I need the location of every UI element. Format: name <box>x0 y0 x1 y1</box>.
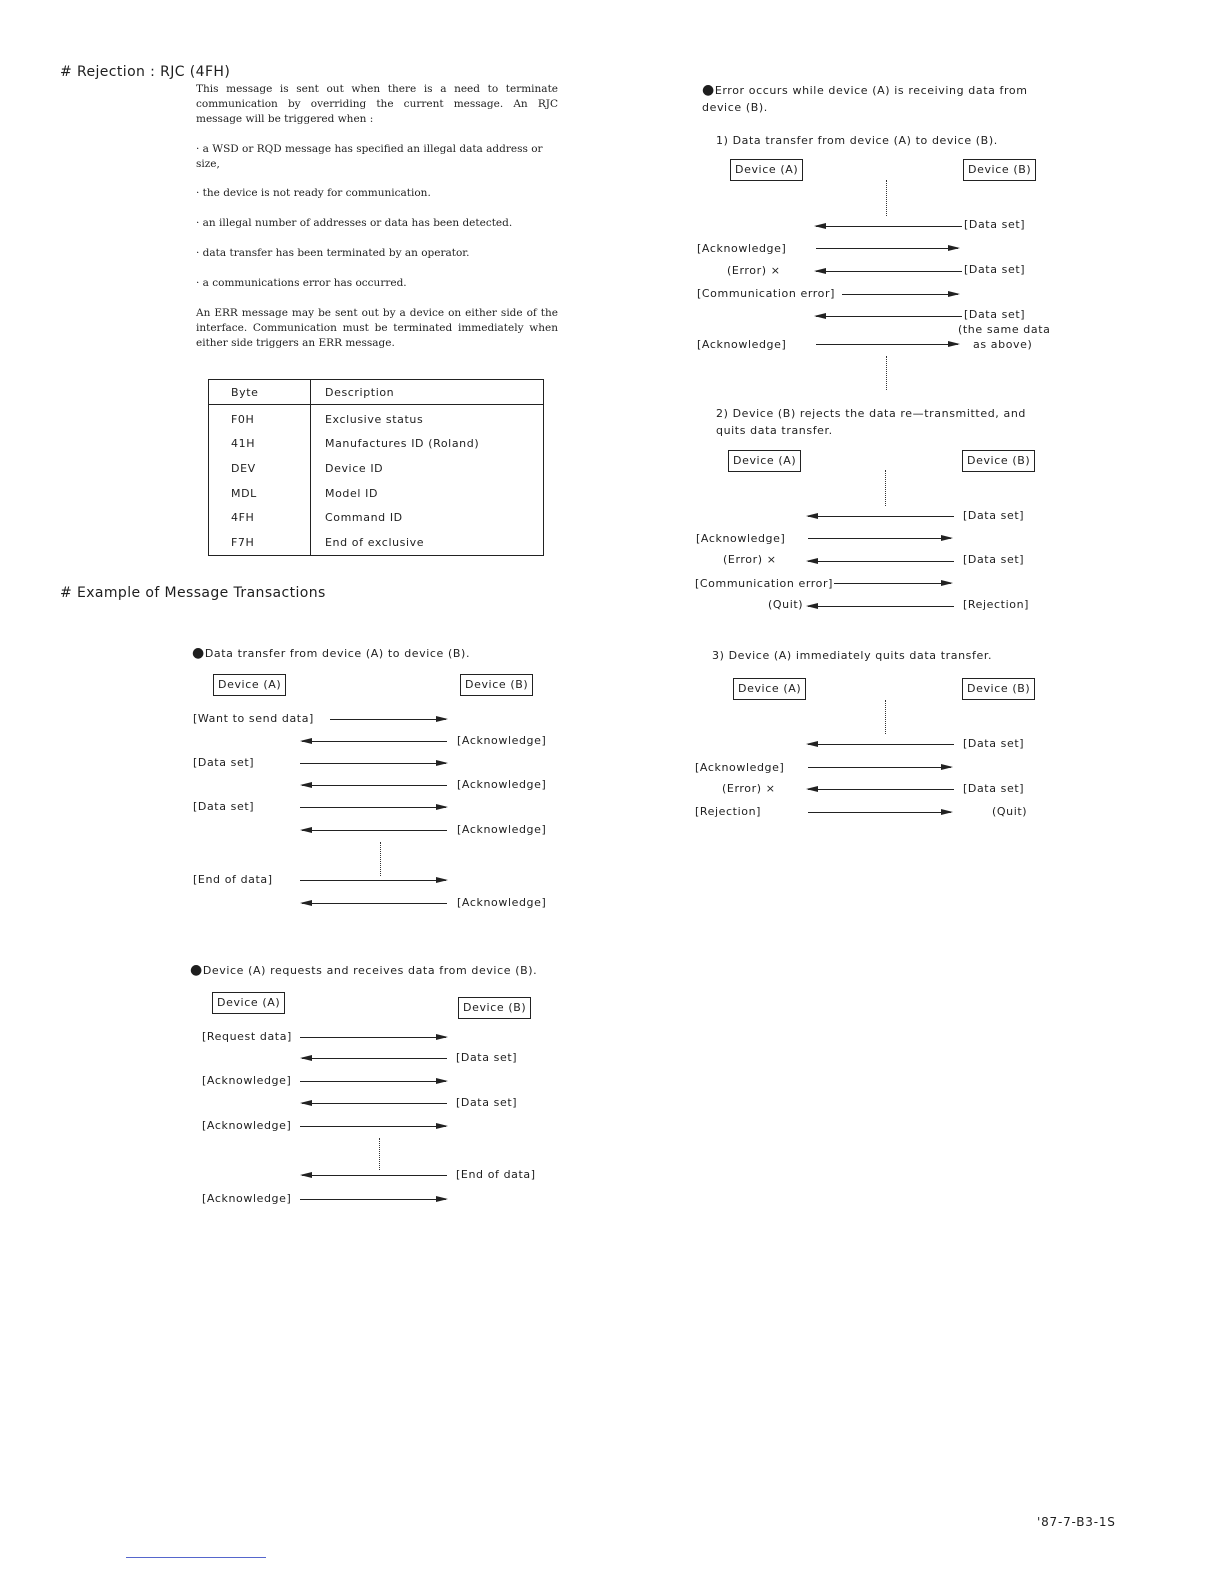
device-b-box: Device (B) <box>962 678 1035 700</box>
comm-error-label: [Communication error] <box>695 577 834 590</box>
arrow-left <box>816 271 962 272</box>
arrow-right <box>808 538 951 539</box>
footer-rule <box>126 1557 266 1558</box>
quit-label: (Quit) <box>992 805 1028 818</box>
table-cell-description: Device ID <box>325 461 384 475</box>
arrow-right <box>300 807 446 808</box>
bullet-icon: ● <box>192 645 205 661</box>
table-cell-description: End of exclusive <box>325 535 425 549</box>
arrow-left <box>302 903 447 904</box>
ack-label: [Acknowledge] <box>457 734 547 747</box>
data-set-label: [Data set] <box>963 509 1025 522</box>
device-a-box: Device (A) <box>213 674 286 696</box>
same-data-note: (the same data <box>958 323 1051 336</box>
table-header-row <box>209 380 544 405</box>
arrow-left <box>302 1058 447 1059</box>
error-section-title-text: Error occurs while device (A) is receiving data from device (B). <box>702 84 1028 114</box>
table-cell-byte: DEV <box>209 456 311 481</box>
arrow-right <box>808 812 951 813</box>
bullet-icon: ● <box>702 82 715 98</box>
rejection-bullet-2: · the device is not ready for communication. <box>196 187 431 199</box>
table-cell-description: Manufactures ID (Roland) <box>325 437 480 451</box>
data-set-label: [Data set] <box>193 800 255 813</box>
ack-label: [Acknowledge] <box>457 823 547 836</box>
arrow-left <box>808 744 954 745</box>
error-label: (Error) × <box>723 553 777 566</box>
rejection-bullet-1: · a WSD or RQD message has specified an illegal data address or size, <box>196 143 543 170</box>
device-a-box: Device (A) <box>733 678 806 700</box>
rejection-bullet-4: · data transfer has been terminated by an operator. <box>196 247 470 259</box>
data-set-label: [Data set] <box>963 782 1025 795</box>
arrow-left <box>808 516 954 517</box>
case3-title: 3) Device (A) immediately quits data transfer. <box>712 649 993 662</box>
device-b-box: Device (B) <box>460 674 533 696</box>
table-cell-description: Exclusive status <box>325 412 424 426</box>
examples-heading: # Example of Message Transactions <box>60 585 326 601</box>
request-title <box>190 962 537 978</box>
continuation-dots <box>886 180 887 216</box>
arrow-right <box>808 767 951 768</box>
quit-label: (Quit) <box>768 598 804 611</box>
table-row <box>209 530 544 555</box>
rejection-bullet-5: · a communications error has occurred. <box>196 277 407 289</box>
end-label: [End of data] <box>193 873 273 886</box>
arrow-right <box>300 1126 446 1127</box>
table-cell-byte: MDL <box>209 481 311 506</box>
bullet-icon: ● <box>190 962 203 978</box>
table-cell-byte: F0H <box>209 405 311 432</box>
ack-label: [Acknowledge] <box>202 1074 292 1087</box>
table-row <box>209 405 544 432</box>
table-row <box>209 432 544 457</box>
arrow-left <box>302 830 447 831</box>
data-set-label: [Data set] <box>193 756 255 769</box>
end-label: [End of data] <box>456 1168 536 1181</box>
ack-label: [Acknowledge] <box>697 338 787 351</box>
arrow-left <box>302 1175 447 1176</box>
arrow-left <box>808 606 954 607</box>
continuation-dots <box>886 356 887 390</box>
arrow-right <box>816 344 958 345</box>
data-set-label: [Data set] <box>963 737 1025 750</box>
arrow-right <box>300 1081 446 1082</box>
table-header-description: Description <box>311 380 544 405</box>
device-b-box: Device (B) <box>962 450 1035 472</box>
data-set-label: [Data set] <box>964 308 1026 321</box>
continuation-dots <box>885 700 886 734</box>
arrow-left <box>808 561 954 562</box>
table-row <box>209 456 544 481</box>
ack-label: [Acknowledge] <box>695 761 785 774</box>
ack-label: [Acknowledge] <box>202 1119 292 1132</box>
arrow-left <box>816 316 962 317</box>
arrow-right <box>816 248 958 249</box>
ack-label: [Acknowledge] <box>696 532 786 545</box>
data-set-label: [Data set] <box>456 1051 518 1064</box>
table-cell-description: Model ID <box>325 486 379 500</box>
table-cell-byte: 4FH <box>209 505 311 530</box>
request-label: [Request data] <box>202 1030 292 1043</box>
arrow-left <box>808 789 954 790</box>
device-b-box: Device (B) <box>458 997 531 1019</box>
arrow-left <box>302 785 447 786</box>
table-row <box>209 481 544 506</box>
err-note: An ERR message may be sent out by a device on either side of the interface. Communication must be terminated immediately when either side triggers an ERR message. <box>196 307 558 349</box>
arrow-left <box>816 226 962 227</box>
rejection-label: [Rejection] <box>963 598 1030 611</box>
transfer-title-text: Data transfer from device (A) to device (B). <box>204 647 471 660</box>
table-cell-byte: F7H <box>209 530 311 555</box>
rejection-bullet-3: · an illegal number of addresses or data has been detected. <box>196 217 513 229</box>
ack-label: [Acknowledge] <box>457 896 547 909</box>
ack-label: [Acknowledge] <box>457 778 547 791</box>
table-row <box>209 505 544 530</box>
table-cell-description: Command ID <box>325 511 403 525</box>
comm-error-label: [Communication error] <box>697 287 836 300</box>
arrow-left <box>302 1103 447 1104</box>
continuation-dots <box>885 470 886 506</box>
arrow-right <box>300 763 446 764</box>
arrow-right <box>300 880 446 881</box>
arrow-right <box>300 1199 446 1200</box>
arrow-right <box>842 294 958 295</box>
data-set-label: [Data set] <box>963 553 1025 566</box>
device-b-box: Device (B) <box>963 159 1036 181</box>
table-cell-byte: 41H <box>209 432 311 457</box>
arrow-left <box>302 741 447 742</box>
rejection-intro: This message is sent out when there is a need to terminate communication by overriding the current message. An RJC message will be triggered when : <box>196 83 558 125</box>
want-label: [Want to send data] <box>193 712 314 725</box>
data-set-label: [Data set] <box>964 218 1026 231</box>
request-title-text: Device (A) requests and receives data from device (B). <box>202 964 538 977</box>
case2-title: 2) Device (B) rejects the data re—transmitted, and quits data transfer. <box>716 407 1026 437</box>
data-set-label: [Data set] <box>456 1096 518 1109</box>
rjc-table <box>208 379 544 556</box>
transfer-title <box>192 645 470 661</box>
ack-label: [Acknowledge] <box>202 1192 292 1205</box>
rejection-heading: # Rejection : RJC (4FH) <box>60 64 231 80</box>
rejection-label: [Rejection] <box>695 805 762 818</box>
device-a-box: Device (A) <box>212 992 285 1014</box>
same-data-note-2: as above) <box>973 338 1033 351</box>
data-set-label: [Data set] <box>964 263 1026 276</box>
error-label: (Error) × <box>727 264 781 277</box>
ack-label: [Acknowledge] <box>697 242 787 255</box>
error-section-title <box>702 82 1047 116</box>
arrow-right <box>300 1037 446 1038</box>
error-label: (Error) × <box>722 782 776 795</box>
table-header-byte: Byte <box>209 380 311 405</box>
arrow-right <box>330 719 446 720</box>
page-code: '87-7-B3-1S <box>1037 1515 1116 1529</box>
arrow-right <box>834 583 951 584</box>
continuation-dots <box>380 842 381 876</box>
device-a-box: Device (A) <box>730 159 803 181</box>
device-a-box: Device (A) <box>728 450 801 472</box>
case1-title: 1) Data transfer from device (A) to device (B). <box>716 134 998 147</box>
continuation-dots <box>379 1138 380 1170</box>
